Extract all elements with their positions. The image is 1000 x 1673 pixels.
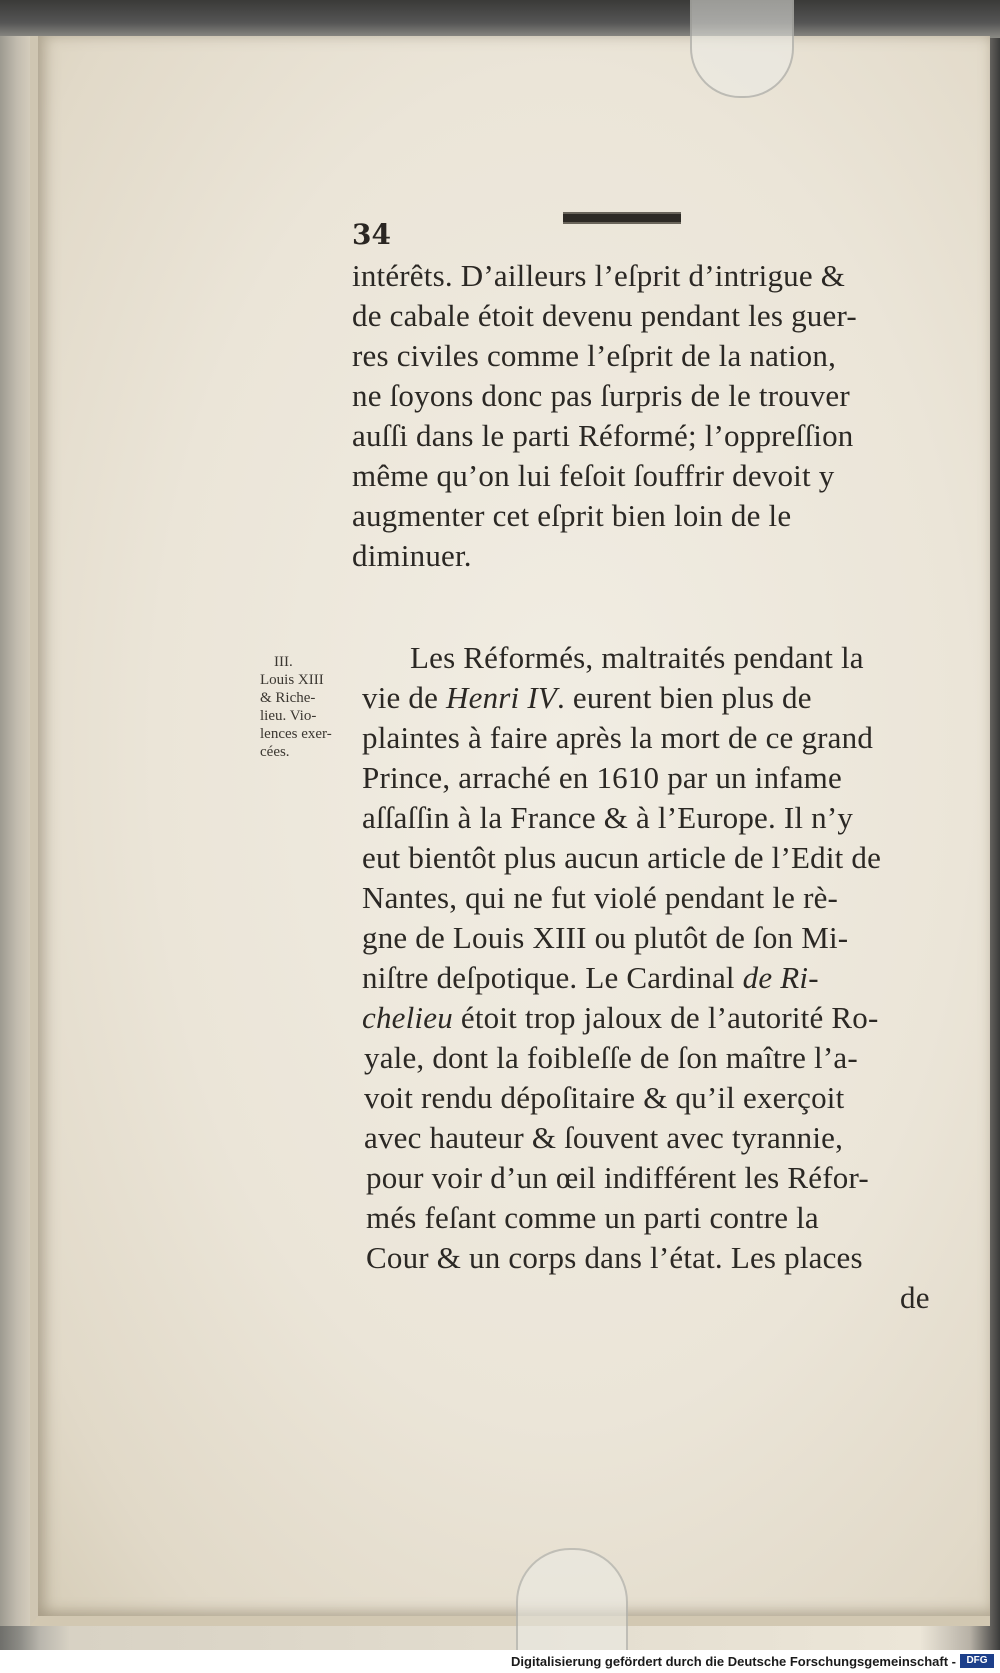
scanner-shadow-top (0, 0, 1000, 38)
text-line: plaintes à faire après la mort de ce grand (362, 720, 874, 755)
text-span: étoit trop jaloux de l’autorité Ro- (452, 1000, 879, 1035)
margin-note-line: III. (274, 654, 293, 670)
margin-note-line: & Riche- (260, 690, 316, 706)
margin-note-line: lences exer- (260, 726, 332, 742)
text-line: gne de Louis XIII ou plutôt de ſon Mi- (362, 920, 849, 955)
text-line: res civiles comme l’eſprit de la nation, (352, 338, 837, 373)
text-line: même qu’on lui feſoit ſouffrir devoit y (352, 458, 835, 493)
text-line: aſſaſſin à la France & à l’Europe. Il n’y (362, 800, 854, 835)
text-line: més feſant comme un parti contre la (366, 1200, 819, 1235)
text-span: niſtre deſpotique. Le Cardinal (362, 960, 743, 995)
page-edge (0, 36, 34, 1626)
catchword: de (900, 1280, 930, 1315)
margin-note-line: cées. (260, 744, 290, 760)
text-line: eut bientôt plus aucun article de l’Edit de (362, 840, 882, 875)
text-line: auſſi dans le parti Réformé; l’oppreſſion (352, 418, 854, 453)
margin-note (260, 653, 360, 761)
header-ornament-rule (563, 212, 681, 224)
text-line (362, 1000, 879, 1036)
page-number: 34 (352, 218, 391, 251)
text-line: Cour & un corps dans l’état. Les places (366, 1240, 863, 1275)
text-line (362, 680, 812, 716)
text-line: yale, dont la foibleſſe de ſon maître l’a- (364, 1040, 858, 1075)
page-clip-bottom (516, 1548, 628, 1654)
margin-note-line: lieu. Vio- (260, 708, 317, 724)
italic-name: chelieu (362, 1000, 453, 1035)
italic-name: Henri IV (446, 680, 557, 715)
page-clip-top (690, 0, 794, 98)
text-span: vie de (362, 680, 447, 715)
text-line: ne ſoyons donc pas ſurpris de le trouver (352, 378, 850, 413)
footer-credit: Digitalisierung gefördert durch die Deutsche Forschungsgemeinschaft - (511, 1654, 956, 1669)
text-line: pour voir d’un œil indifférent les Réfor- (366, 1160, 869, 1195)
italic-name: de Ri- (742, 960, 819, 995)
text-line: augmenter cet eſprit bien loin de le (352, 498, 792, 533)
dfg-logo: DFG (960, 1654, 994, 1668)
text-line: voit rendu dépoſitaire & qu’il exerçoit (364, 1080, 845, 1115)
text-line: Nantes, qui ne fut violé pendant le rè- (362, 880, 839, 915)
text-line (362, 960, 819, 996)
text-line: de cabale étoit devenu pendant les guer- (352, 298, 857, 333)
text-span: . eurent bien plus de (556, 680, 812, 715)
text-line: Prince, arraché en 1610 par un infame (362, 760, 842, 795)
text-line: avec hauteur & ſouvent avec tyrannie, (364, 1120, 844, 1155)
text-line: Les Réformés, maltraités pendant la (410, 640, 864, 675)
text-line: intérêts. D’ailleurs l’eſprit d’intrigue & (352, 258, 846, 293)
margin-note-line: Louis XIII (260, 672, 324, 688)
text-line: diminuer. (352, 538, 472, 573)
